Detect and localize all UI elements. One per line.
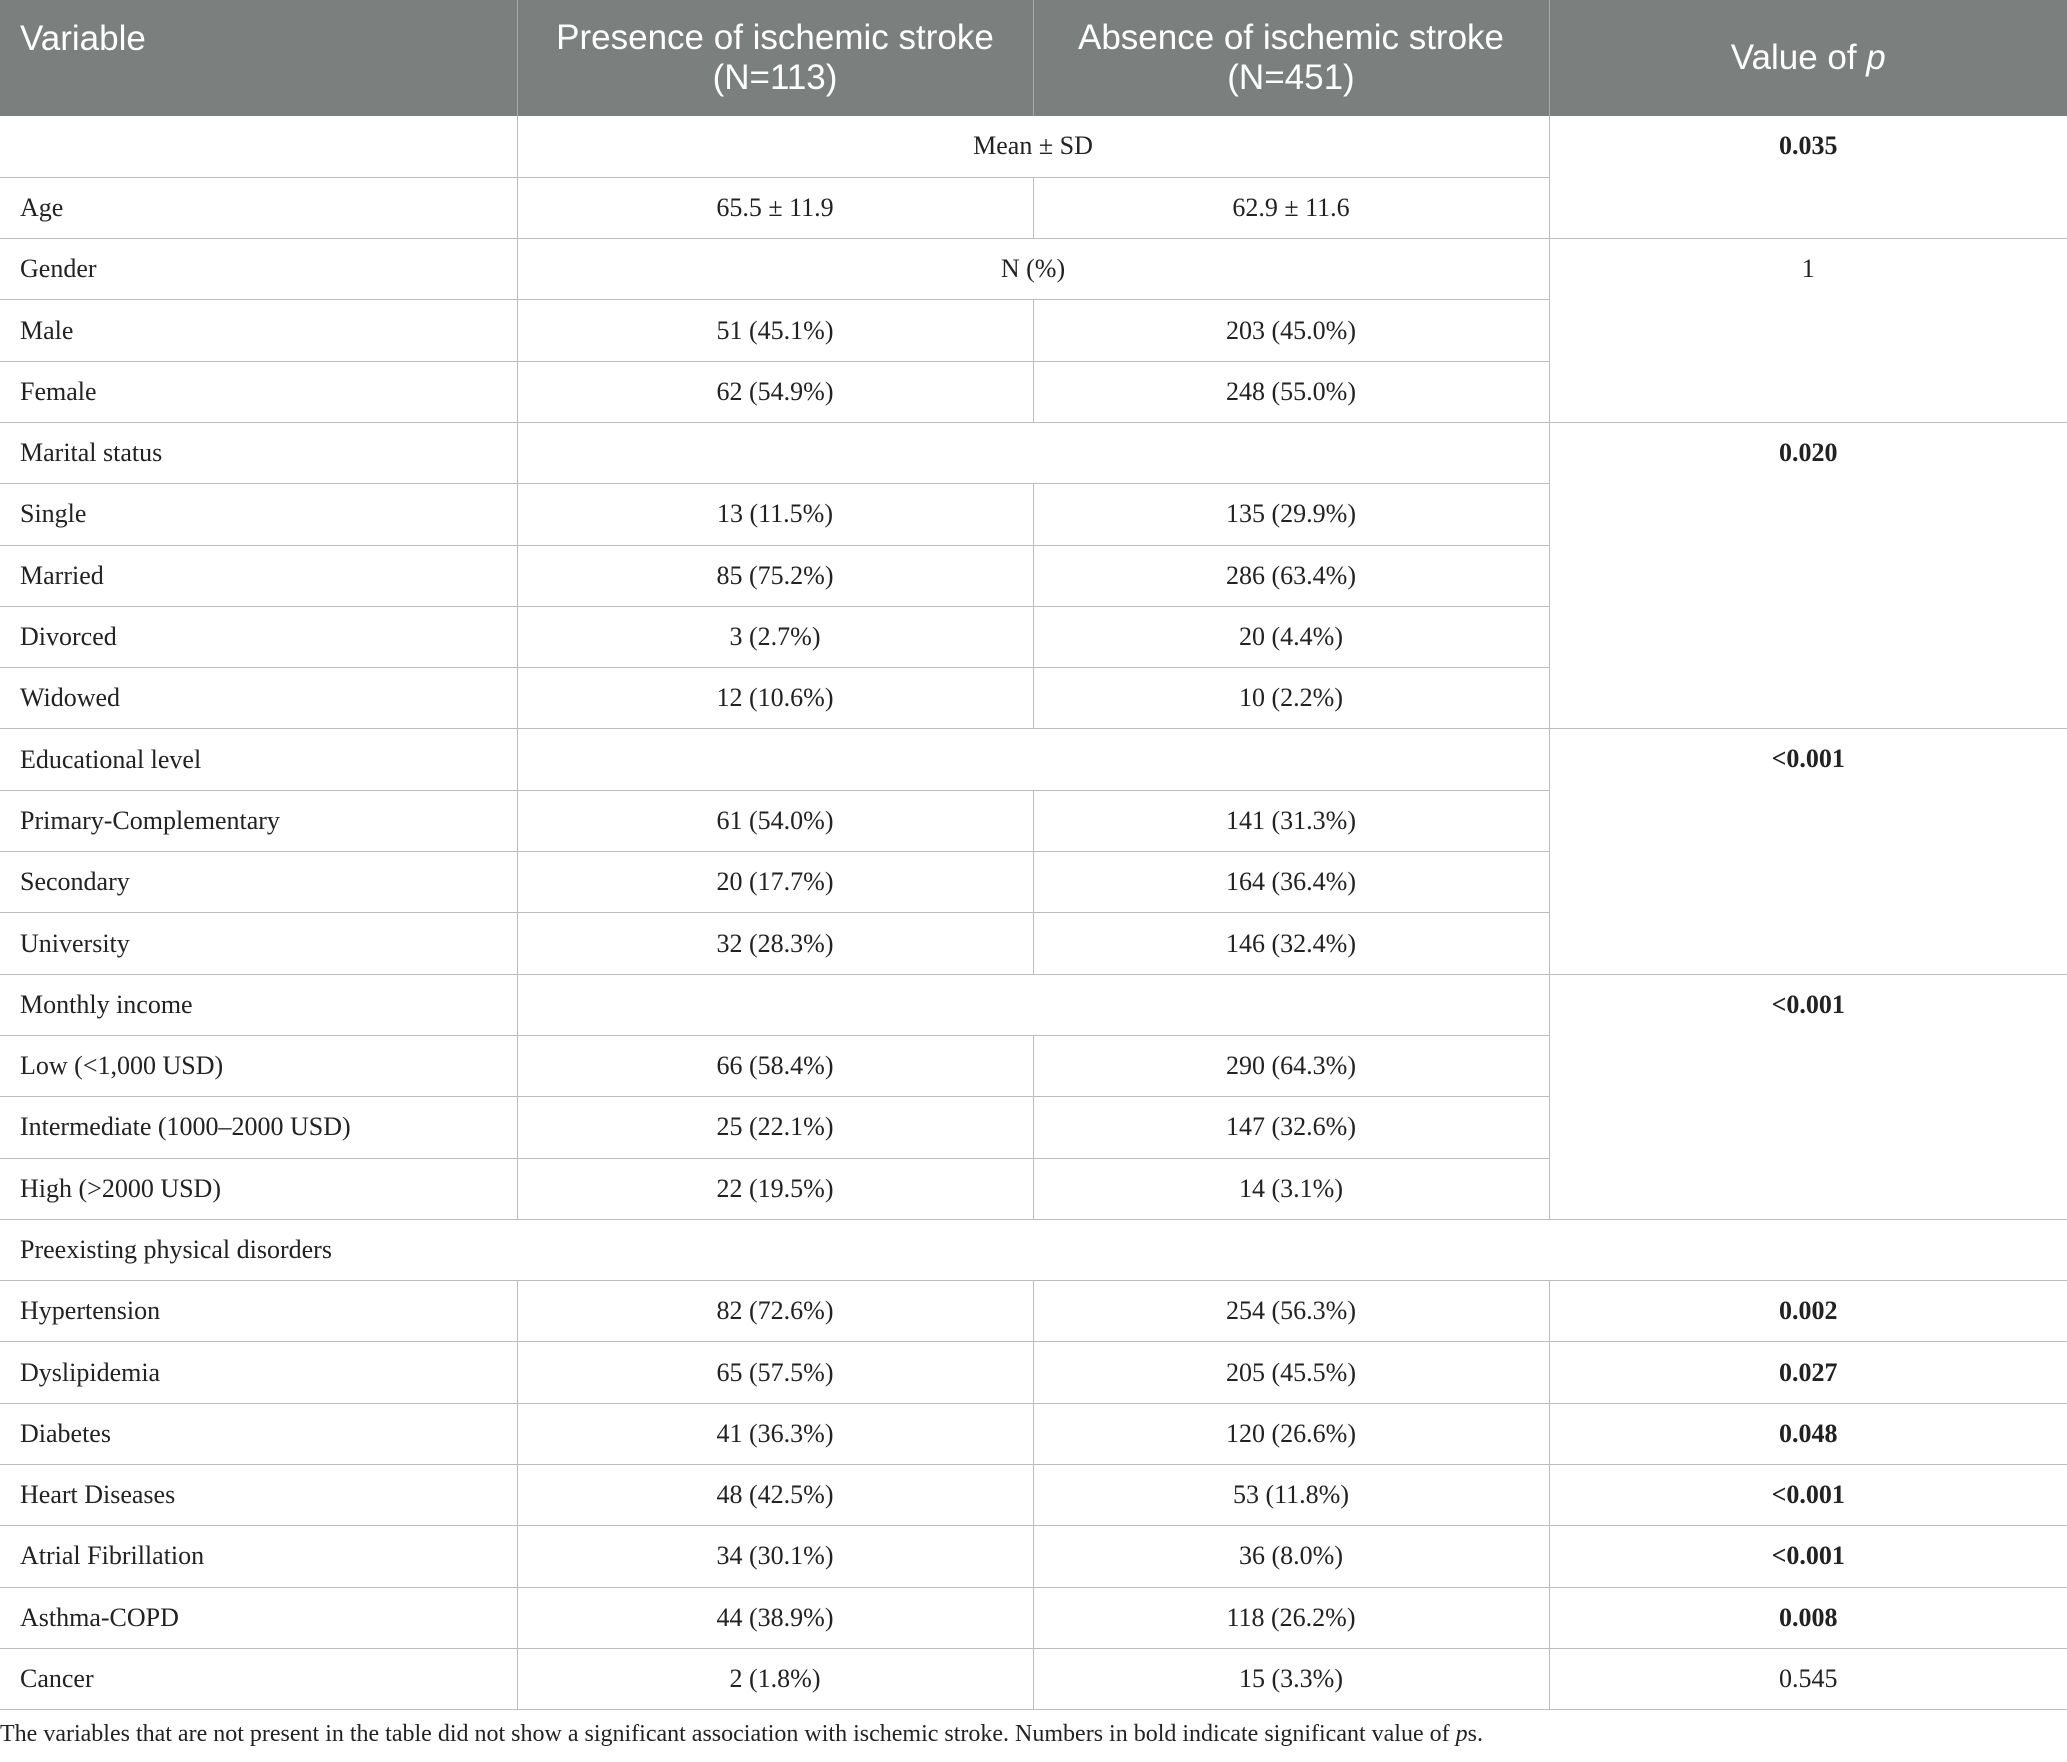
table-row	[0, 1281, 2067, 1342]
pvalue-hypertension: 0.002	[1549, 1281, 2067, 1342]
table-row	[0, 116, 2067, 177]
cell-presence: 61 (54.0%)	[517, 790, 1033, 851]
cell-presence: 20 (17.7%)	[517, 852, 1033, 913]
pvalue-asthma: 0.008	[1549, 1587, 2067, 1648]
cell-presence: 66 (58.4%)	[517, 1035, 1033, 1096]
cell-presence: 85 (75.2%)	[517, 545, 1033, 606]
header-pvalue-italic: p	[1866, 38, 1886, 77]
cell-absence: 15 (3.3%)	[1033, 1648, 1549, 1709]
footnote-italic: p	[1455, 1721, 1468, 1747]
table-header	[0, 0, 2067, 116]
header-pvalue-prefix: Value of	[1730, 38, 1867, 77]
pvalue-afib: <0.001	[1549, 1526, 2067, 1587]
row-label-primary: Primary-Complementary	[0, 790, 517, 851]
cell-presence: 65.5 ± 11.9	[517, 177, 1033, 238]
pvalue-cancer: 0.545	[1549, 1648, 2067, 1709]
table-row	[0, 239, 2067, 300]
row-label-married: Married	[0, 545, 517, 606]
header-absence: Absence of ischemic stroke (N=451)	[1033, 0, 1549, 116]
row-label-high: High (>2000 USD)	[0, 1158, 517, 1219]
row-label-gender: Gender	[0, 239, 517, 300]
table-row	[0, 1403, 2067, 1464]
cell-absence: 14 (3.1%)	[1033, 1158, 1549, 1219]
table-row	[0, 729, 2067, 790]
cell-presence: 62 (54.9%)	[517, 361, 1033, 422]
cell-empty	[0, 116, 517, 177]
table-row	[0, 1465, 2067, 1526]
cell-presence: 2 (1.8%)	[517, 1648, 1033, 1709]
cell-absence: 248 (55.0%)	[1033, 361, 1549, 422]
cell-empty	[517, 729, 1549, 790]
row-label-hypertension: Hypertension	[0, 1281, 517, 1342]
cell-empty	[517, 974, 1549, 1035]
cell-presence: 22 (19.5%)	[517, 1158, 1033, 1219]
header-row	[0, 0, 2067, 116]
row-label-cancer: Cancer	[0, 1648, 517, 1709]
row-label-single: Single	[0, 484, 517, 545]
row-label-secondary: Secondary	[0, 852, 517, 913]
table-row	[0, 1219, 2067, 1280]
pvalue-marital: 0.020	[1549, 422, 2067, 728]
row-label-preexisting: Preexisting physical disorders	[0, 1219, 2067, 1280]
cell-empty	[517, 422, 1549, 483]
row-label-asthma: Asthma-COPD	[0, 1587, 517, 1648]
cell-presence: 12 (10.6%)	[517, 668, 1033, 729]
cell-absence: 147 (32.6%)	[1033, 1097, 1549, 1158]
cell-absence: 20 (4.4%)	[1033, 606, 1549, 667]
cell-absence: 146 (32.4%)	[1033, 913, 1549, 974]
row-label-afib: Atrial Fibrillation	[0, 1526, 517, 1587]
row-label-diabetes: Diabetes	[0, 1403, 517, 1464]
cell-presence: 51 (45.1%)	[517, 300, 1033, 361]
cell-absence: 120 (26.6%)	[1033, 1403, 1549, 1464]
table-row	[0, 1648, 2067, 1709]
cell-presence: 13 (11.5%)	[517, 484, 1033, 545]
cell-absence: 36 (8.0%)	[1033, 1526, 1549, 1587]
header-variable: Variable	[0, 0, 517, 116]
pvalue-gender: 1	[1549, 239, 2067, 423]
cell-absence: 203 (45.0%)	[1033, 300, 1549, 361]
table-footnote	[0, 1721, 1483, 1748]
table-row	[0, 1342, 2067, 1403]
table-row	[0, 422, 2067, 483]
row-label-education: Educational level	[0, 729, 517, 790]
subheader-n-percent: N (%)	[517, 239, 1549, 300]
cell-presence: 44 (38.9%)	[517, 1587, 1033, 1648]
cell-presence: 48 (42.5%)	[517, 1465, 1033, 1526]
row-label-heart: Heart Diseases	[0, 1465, 517, 1526]
cell-presence: 41 (36.3%)	[517, 1403, 1033, 1464]
row-label-low: Low (<1,000 USD)	[0, 1035, 517, 1096]
cell-absence: 62.9 ± 11.6	[1033, 177, 1549, 238]
cell-absence: 118 (26.2%)	[1033, 1587, 1549, 1648]
table-row	[0, 1526, 2067, 1587]
row-label-age: Age	[0, 177, 517, 238]
cell-absence: 53 (11.8%)	[1033, 1465, 1549, 1526]
cell-absence: 286 (63.4%)	[1033, 545, 1549, 606]
cell-presence: 82 (72.6%)	[517, 1281, 1033, 1342]
row-label-male: Male	[0, 300, 517, 361]
cell-absence: 205 (45.5%)	[1033, 1342, 1549, 1403]
table-row	[0, 1587, 2067, 1648]
cell-presence: 25 (22.1%)	[517, 1097, 1033, 1158]
cell-presence: 65 (57.5%)	[517, 1342, 1033, 1403]
header-pvalue	[1549, 0, 2067, 116]
row-label-marital: Marital status	[0, 422, 517, 483]
cell-absence: 141 (31.3%)	[1033, 790, 1549, 851]
cell-absence: 135 (29.9%)	[1033, 484, 1549, 545]
row-label-divorced: Divorced	[0, 606, 517, 667]
table-row	[0, 974, 2067, 1035]
cell-absence: 10 (2.2%)	[1033, 668, 1549, 729]
cell-presence: 3 (2.7%)	[517, 606, 1033, 667]
pvalue-dyslipidemia: 0.027	[1549, 1342, 2067, 1403]
pvalue-diabetes: 0.048	[1549, 1403, 2067, 1464]
row-label-female: Female	[0, 361, 517, 422]
row-label-university: University	[0, 913, 517, 974]
footnote-suffix: s.	[1467, 1721, 1483, 1747]
cell-absence: 254 (56.3%)	[1033, 1281, 1549, 1342]
row-label-income: Monthly income	[0, 974, 517, 1035]
table-body	[0, 116, 2067, 1710]
pvalue-education: <0.001	[1549, 729, 2067, 974]
footnote-text: The variables that are not present in the table did not show a significant association with ischemic stroke. Numbers in bold indicate significant value of	[0, 1721, 1456, 1747]
subheader-mean-sd: Mean ± SD	[517, 116, 1549, 177]
cell-absence: 290 (64.3%)	[1033, 1035, 1549, 1096]
cell-presence: 32 (28.3%)	[517, 913, 1033, 974]
pvalue-age: 0.035	[1549, 116, 2067, 239]
pvalue-income: <0.001	[1549, 974, 2067, 1219]
cell-presence: 34 (30.1%)	[517, 1526, 1033, 1587]
pvalue-heart: <0.001	[1549, 1465, 2067, 1526]
row-label-widowed: Widowed	[0, 668, 517, 729]
row-label-dyslipidemia: Dyslipidemia	[0, 1342, 517, 1403]
cell-absence: 164 (36.4%)	[1033, 852, 1549, 913]
header-presence: Presence of ischemic stroke (N=113)	[517, 0, 1033, 116]
row-label-intermediate: Intermediate (1000–2000 USD)	[0, 1097, 517, 1158]
